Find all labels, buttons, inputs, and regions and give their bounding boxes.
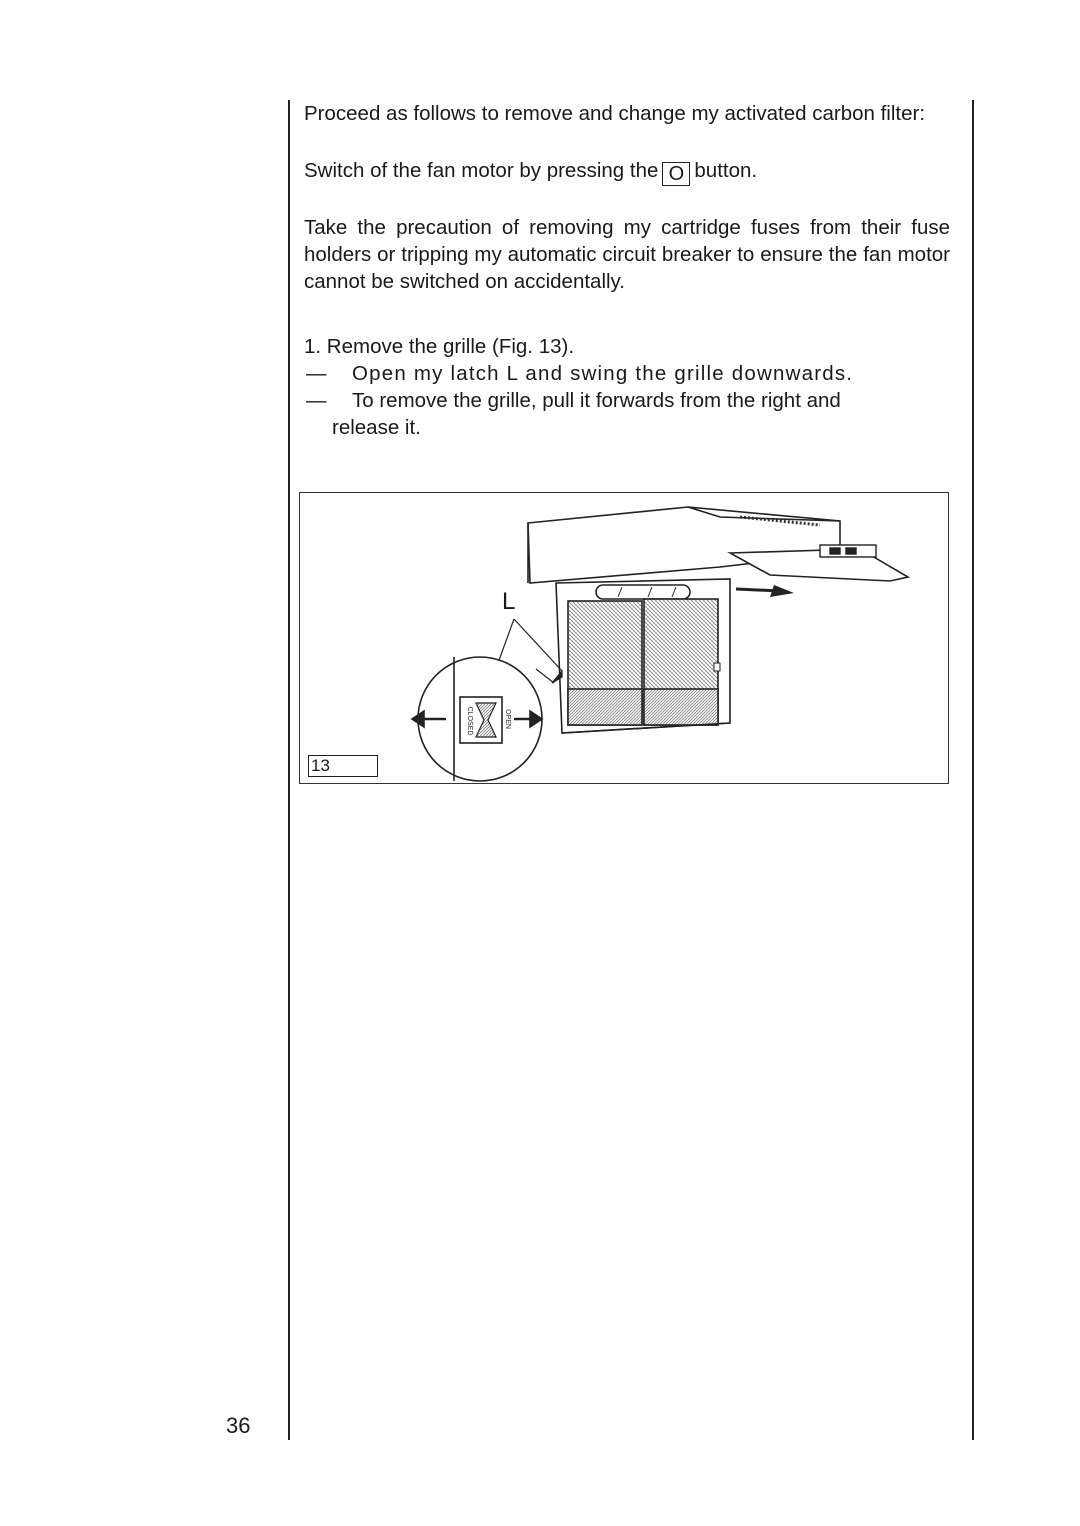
step-1-substep-1 (304, 360, 950, 387)
substep-2-continuation: release it. (332, 416, 421, 439)
step-1-substep-2 (304, 387, 950, 414)
latch-detail-circle (412, 657, 554, 781)
substep-1-text: Open my latch L and swing the grille downwards. (352, 362, 854, 385)
switch-text-before: Switch of the fan motor by pressing the (304, 159, 659, 182)
dash-mark: — (306, 362, 327, 385)
intro-paragraph: Proceed as follows to remove and change my activated carbon filter: (304, 102, 926, 125)
step-1: 1. Remove the grille (Fig. 13). (304, 335, 575, 358)
latch-closed-label: CLOSED (466, 706, 473, 736)
figure-13 (299, 492, 949, 784)
latch-label: L (502, 588, 516, 615)
page-number: 36 (226, 1413, 251, 1438)
left-margin-rule (288, 100, 290, 1440)
latch-open-label: OPEN (504, 709, 511, 729)
control-panel (820, 545, 876, 557)
precaution-paragraph: Take the precaution of removing my cartridge fuses from their fuse holders or tripping my automatic circuit breaker to ensure the fan motor cannot be switched on accidentally. (304, 216, 950, 293)
switch-text-after: button. (694, 159, 758, 182)
dash-mark: — (306, 389, 327, 412)
right-margin-rule (972, 100, 974, 1440)
grille-panel (556, 579, 730, 733)
pull-forward-arrow (736, 585, 794, 597)
cooker-hood-illustration (300, 493, 948, 783)
instructions-text (304, 100, 950, 441)
substep-2-text: To remove the grille, pull it forwards from the right and (352, 389, 841, 412)
off-button-symbol: O (662, 162, 690, 186)
switch-off-paragraph (304, 157, 950, 186)
figure-number-label: 13 (308, 755, 378, 777)
